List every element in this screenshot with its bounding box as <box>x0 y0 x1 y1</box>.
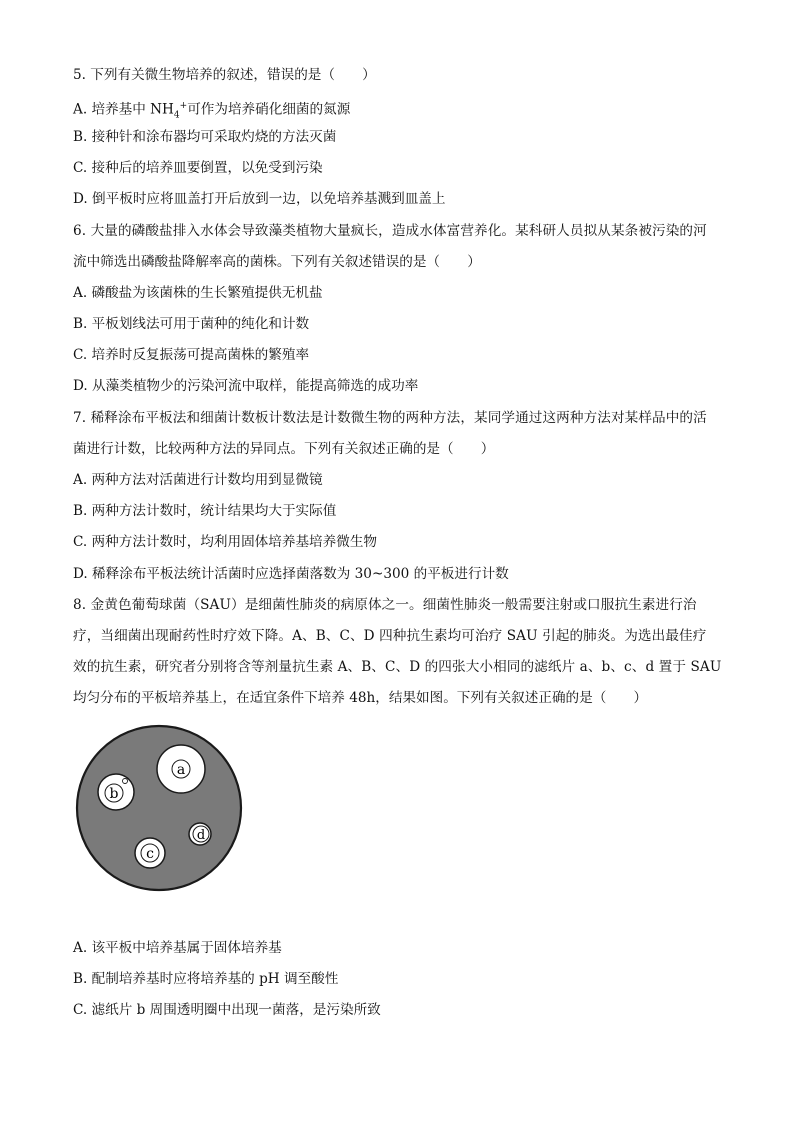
bacterial-colony-in-zone-b <box>123 779 128 784</box>
q8-option-c: C. 滤纸片 b 周围透明圈中出现一菌落，是污染所致 <box>73 1002 381 1018</box>
q5-option-a-prefix: A. 培养基中 NH <box>73 101 174 118</box>
q7-option-b: B. 两种方法计数时，统计结果均大于实际值 <box>73 503 337 519</box>
q5-option-a <box>73 97 350 124</box>
q8-stem-line4: 均匀分布的平板培养基上，在适宜条件下培养 48h，结果如图。下列有关叙述正确的是（ ） <box>73 690 648 706</box>
filter-paper-b-label: b <box>109 786 119 802</box>
q7-option-c: C. 两种方法计数时，均利用固体培养基培养微生物 <box>73 534 378 550</box>
q6-option-c: C. 培养时反复振荡可提高菌株的繁殖率 <box>73 347 310 363</box>
q7-stem-line1: 7. 稀释涂布平板法和细菌计数板计数法是计数微生物的两种方法，某同学通过这两种方法对某样品中的活 <box>73 410 707 426</box>
q5-stem: 5. 下列有关微生物培养的叙述，错误的是（ ） <box>73 67 376 83</box>
petri-dish-figure <box>74 722 244 894</box>
q6-option-a: A. 磷酸盐为该菌株的生长繁殖提供无机盐 <box>73 285 323 301</box>
q8-stem-line1: 8. 金黄色葡萄球菌（SAU）是细菌性肺炎的病原体之一。细菌性肺炎一般需要注射或口服抗生素进行治 <box>73 597 697 613</box>
q6-option-b: B. 平板划线法可用于菌种的纯化和计数 <box>73 316 310 332</box>
q5-option-c: C. 接种后的培养皿要倒置，以免受到污染 <box>73 160 323 176</box>
filter-paper-a-label: a <box>176 762 186 778</box>
q8-option-b: B. 配制培养基时应将培养基的 pH 调至酸性 <box>73 971 339 987</box>
q5-option-d: D. 倒平板时应将皿盖打开后放到一边，以免培养基溅到皿盖上 <box>73 191 446 207</box>
q8-stem-line3: 效的抗生素，研究者分别将含等剂量抗生素 A、B、C、D 的四张大小相同的滤纸片 a、b、c、d 置于 SAU <box>73 659 722 675</box>
q7-option-d: D. 稀释涂布平板法统计活菌时应选择菌落数为 30~300 的平板进行计数 <box>73 566 509 582</box>
q6-stem-line1: 6. 大量的磷酸盐排入水体会导致藻类植物大量疯长，造成水体富营养化。某科研人员拟从某条被污染的河 <box>73 223 707 239</box>
q8-stem-line2: 疗，当细菌出现耐药性时疗效下降。A、B、C、D 四种抗生素均可治疗 SAU 引起的肺炎。为选出最佳疗 <box>73 628 707 644</box>
q7-stem-line2: 菌进行计数，比较两种方法的异同点。下列有关叙述正确的是（ ） <box>73 441 495 457</box>
q5-option-b: B. 接种针和涂布器均可采取灼烧的方法灭菌 <box>73 129 337 145</box>
filter-paper-d-label: d <box>196 828 206 843</box>
q6-option-d: D. 从藻类植物少的污染河流中取样，能提高筛选的成功率 <box>73 378 419 394</box>
q5-option-a-suffix: 可作为培养硝化细菌的氮源 <box>187 101 351 118</box>
q5-option-a-subscript: 4 <box>173 110 180 121</box>
q7-option-a: A. 两种方法对活菌进行计数均用到显微镜 <box>73 472 323 488</box>
q6-stem-line2: 流中筛选出磷酸盐降解率高的菌株。下列有关叙述错误的是（ ） <box>73 254 481 270</box>
q8-option-a: A. 该平板中培养基属于固体培养基 <box>73 940 282 956</box>
filter-paper-c-label: c <box>146 846 154 862</box>
q5-option-a-superscript: + <box>179 101 188 111</box>
